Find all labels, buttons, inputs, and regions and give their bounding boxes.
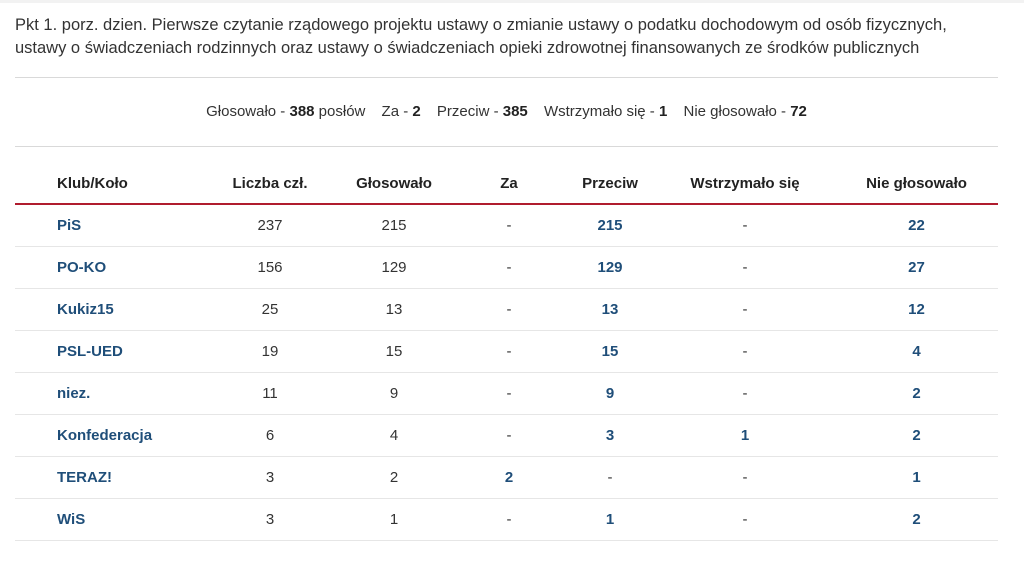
summary-voted-value: 388: [289, 103, 315, 120]
club-link[interactable]: Kukiz15: [57, 301, 114, 318]
cell-abstain: [655, 289, 835, 331]
agenda-title: [15, 14, 1005, 60]
cell-members: [205, 373, 335, 415]
cell-members: [205, 247, 335, 289]
cell-members: [205, 499, 335, 541]
header-voted: Głosowało: [335, 163, 453, 204]
cell-not-voted: [835, 204, 998, 247]
table-row: [15, 289, 998, 331]
cell-against: [565, 499, 655, 541]
cell-for: [453, 457, 565, 499]
cell-club: [15, 415, 205, 457]
cell-club: [15, 499, 205, 541]
agenda-title-line-1: Pkt 1. porz. dzien. Pierwsze czytanie rządowego projektu ustawy o zmianie ustawy o podatku dochodowym od osób fizycznych,: [15, 16, 947, 34]
cell-abstain: [655, 415, 835, 457]
header-not-voted: Nie głosowało: [835, 163, 998, 204]
table-row: [15, 204, 998, 247]
cell-voted: [335, 204, 453, 247]
value-against[interactable]: 129: [597, 259, 623, 276]
cell-against: [565, 289, 655, 331]
value-abstain: -: [742, 301, 748, 318]
summary-for: [382, 103, 421, 120]
value-members: 11: [262, 385, 278, 402]
value-members: 3: [265, 469, 275, 486]
cell-not-voted: [835, 247, 998, 289]
value-not-voted[interactable]: 2: [912, 511, 921, 528]
value-abstain: -: [742, 469, 748, 486]
header-for: Za: [453, 163, 565, 204]
club-link[interactable]: Konfederacja: [57, 427, 153, 444]
summary-abstain-label: Wstrzymało się -: [543, 103, 659, 120]
value-not-voted[interactable]: 2: [912, 427, 921, 444]
club-link[interactable]: PiS: [57, 217, 82, 234]
cell-abstain: [655, 457, 835, 499]
value-against[interactable]: 13: [601, 301, 619, 318]
club-votes-table: [15, 163, 998, 541]
value-members: 6: [265, 427, 275, 444]
cell-voted: [335, 289, 453, 331]
value-abstain: -: [742, 385, 748, 402]
cell-abstain: [655, 204, 835, 247]
value-voted: 2: [389, 469, 399, 486]
cell-abstain: [655, 331, 835, 373]
value-voted: 15: [385, 343, 403, 360]
value-against[interactable]: 1: [605, 511, 615, 528]
table-row: [15, 499, 998, 541]
agenda-title-line-2: ustawy o świadczeniach rodzinnych oraz ustawy o świadczeniach opieki zdrowotnej finansowanych ze środków publicznych: [15, 39, 920, 57]
cell-not-voted: [835, 499, 998, 541]
value-for: -: [506, 217, 512, 234]
value-not-voted[interactable]: 22: [908, 217, 925, 234]
cell-for: [453, 247, 565, 289]
table-header-row: [15, 163, 998, 204]
value-for: -: [506, 385, 512, 402]
value-members: 237: [257, 217, 283, 234]
value-members: 19: [261, 343, 279, 360]
summary-for-label: Za -: [381, 103, 413, 120]
cell-for: [453, 415, 565, 457]
summary-against-label: Przeciw -: [436, 103, 503, 120]
value-not-voted[interactable]: 1: [912, 469, 921, 486]
divider-top: [15, 77, 998, 78]
cell-for: [453, 373, 565, 415]
value-abstain: -: [742, 217, 748, 234]
value-against[interactable]: 15: [601, 343, 619, 360]
value-voted: 4: [389, 427, 399, 444]
cell-club: [15, 331, 205, 373]
club-link[interactable]: niez.: [57, 385, 91, 402]
cell-voted: [335, 457, 453, 499]
value-voted: 129: [381, 259, 407, 276]
value-for[interactable]: 2: [504, 469, 514, 486]
club-link[interactable]: PSL-UED: [57, 343, 123, 360]
table-row: [15, 331, 998, 373]
header-against: Przeciw: [565, 163, 655, 204]
cell-members: [205, 289, 335, 331]
value-for: -: [506, 343, 512, 360]
cell-members: [205, 331, 335, 373]
cell-club: [15, 204, 205, 247]
summary-against: [437, 103, 528, 120]
summary-not-voted-label: Nie głosowało -: [683, 103, 791, 120]
cell-voted: [335, 247, 453, 289]
summary-not-voted-value: 72: [790, 103, 807, 120]
table-row: [15, 415, 998, 457]
value-abstain: -: [742, 511, 748, 528]
summary-not-voted: [683, 103, 806, 120]
value-abstain: -: [742, 259, 748, 276]
value-against[interactable]: 3: [605, 427, 615, 444]
value-against[interactable]: 215: [597, 217, 623, 234]
value-members: 25: [261, 301, 279, 318]
value-voted: 13: [385, 301, 403, 318]
cell-abstain: [655, 499, 835, 541]
value-voted: 1: [389, 511, 399, 528]
header-abstain: Wstrzymało się: [655, 163, 835, 204]
summary-voted-label: Głosowało -: [206, 103, 290, 120]
value-members: 3: [265, 511, 275, 528]
cell-voted: [335, 499, 453, 541]
value-against[interactable]: 9: [605, 385, 615, 402]
summary-voted: [206, 103, 365, 120]
summary-voted-suffix: posłów: [314, 103, 366, 120]
cell-for: [453, 331, 565, 373]
club-link[interactable]: WiS: [57, 511, 86, 528]
value-for: -: [506, 301, 512, 318]
summary-abstain: [544, 103, 667, 120]
table-row: [15, 373, 998, 415]
cell-club: [15, 457, 205, 499]
cell-not-voted: [835, 457, 998, 499]
value-not-voted[interactable]: 4: [912, 343, 921, 360]
cell-voted: [335, 373, 453, 415]
cell-members: [205, 415, 335, 457]
value-not-voted[interactable]: 27: [908, 259, 925, 276]
cell-club: [15, 373, 205, 415]
cell-club: [15, 289, 205, 331]
value-for: -: [506, 259, 512, 276]
table-row: [15, 457, 998, 499]
value-abstain: -: [742, 343, 748, 360]
cell-members: [205, 204, 335, 247]
cell-for: [453, 499, 565, 541]
club-link[interactable]: TERAZ!: [57, 469, 112, 486]
value-members: 156: [257, 259, 283, 276]
value-voted: 9: [389, 385, 399, 402]
table-row: [15, 247, 998, 289]
value-not-voted[interactable]: 12: [908, 301, 925, 318]
cell-against: [565, 247, 655, 289]
cell-abstain: [655, 373, 835, 415]
cell-club: [15, 247, 205, 289]
cell-not-voted: [835, 415, 998, 457]
cell-against: [565, 457, 655, 499]
cell-not-voted: [835, 289, 998, 331]
cell-against: [565, 415, 655, 457]
summary-for-value: 2: [412, 103, 421, 120]
summary-abstain-value: 1: [658, 103, 668, 120]
vote-summary: [0, 103, 1013, 120]
cell-not-voted: [835, 373, 998, 415]
header-members: Liczba czł.: [205, 163, 335, 204]
cell-members: [205, 457, 335, 499]
value-not-voted[interactable]: 2: [912, 385, 921, 402]
cell-against: [565, 331, 655, 373]
value-against: -: [607, 469, 613, 486]
cell-against: [565, 204, 655, 247]
cell-not-voted: [835, 331, 998, 373]
value-for: -: [506, 427, 512, 444]
value-voted: 215: [381, 217, 407, 234]
top-strip: [0, 0, 1024, 3]
value-for: -: [506, 511, 512, 528]
header-club: Klub/Koło: [15, 163, 205, 204]
summary-against-value: 385: [502, 103, 528, 120]
cell-abstain: [655, 247, 835, 289]
cell-voted: [335, 331, 453, 373]
cell-for: [453, 204, 565, 247]
value-abstain[interactable]: 1: [740, 427, 750, 444]
divider-summary: [15, 146, 998, 147]
cell-against: [565, 373, 655, 415]
cell-for: [453, 289, 565, 331]
club-link[interactable]: PO-KO: [57, 259, 107, 276]
cell-voted: [335, 415, 453, 457]
